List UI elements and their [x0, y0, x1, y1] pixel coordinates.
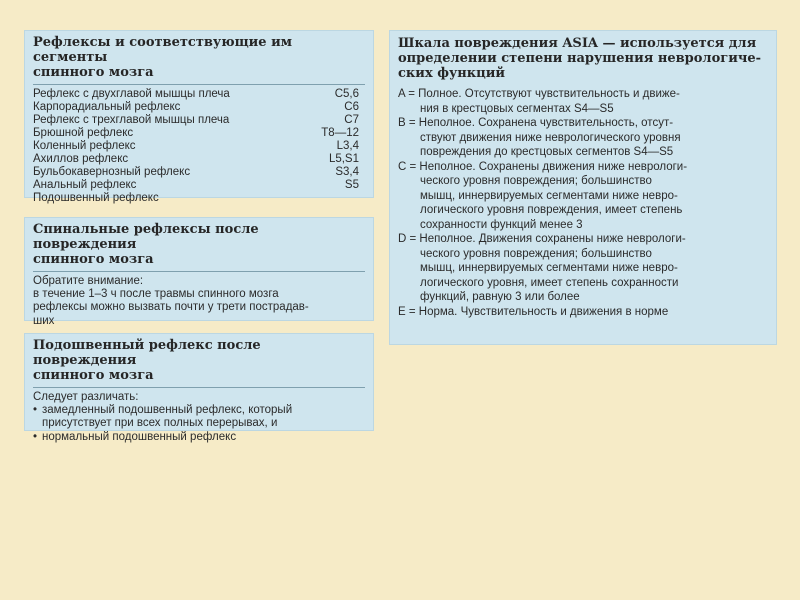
- plantar-reflex-panel: [24, 333, 374, 443]
- title-line: спинного мозга: [33, 368, 154, 383]
- title-line: Спинальные рефлексы после повреждения: [33, 222, 259, 252]
- reflex-segment: L5,S1: [328, 153, 359, 165]
- plantar-intro: Следует различать:: [33, 391, 139, 403]
- list-item-text: [42, 404, 292, 430]
- list-item: [33, 404, 365, 430]
- text-line: ческого уровня повреждения; большинство: [420, 247, 652, 260]
- table-row: [33, 88, 365, 101]
- reflex-name: Рефлекс с двухглавой мышцы плеча: [33, 88, 230, 100]
- spinal-reflexes-title: [33, 222, 365, 267]
- reflex-segment: C6: [344, 101, 359, 113]
- spinal-reflexes-panel: [24, 217, 374, 327]
- reflex-segment: C7: [344, 114, 359, 126]
- reflex-segment: S3,4: [335, 166, 359, 178]
- text-line: ствуют движения ниже неврологического уровня: [420, 131, 681, 144]
- table-row: [33, 166, 365, 179]
- reflex-segments-title: [33, 35, 365, 80]
- title-line: спинного мозга: [33, 65, 154, 80]
- asia-grade-d: [398, 232, 768, 305]
- divider: [33, 271, 365, 272]
- asia-grade-a: [398, 87, 768, 116]
- reflex-segment: L3,4: [336, 140, 359, 152]
- reflex-name: Ахиллов рефлекс: [33, 153, 129, 165]
- text-line: рефлексы можно вызвать почти у трети пострадав-: [33, 301, 309, 314]
- reflex-name: Анальный рефлекс: [33, 179, 137, 191]
- reflex-name: Карпорадиальный рефлекс: [33, 101, 181, 113]
- reflex-name: Брюшной рефлекс: [33, 127, 134, 139]
- title-line: спинного мозга: [33, 252, 154, 267]
- text-line: замедленный подошвенный рефлекс, который: [42, 404, 293, 417]
- reflex-segment: T8—12: [321, 127, 359, 139]
- reflex-name: Рефлекс с трехглавой мышцы плеча: [33, 114, 230, 126]
- list-item-text: [42, 431, 236, 444]
- reflex-name: Бульбокавернозный рефлекс: [33, 166, 191, 178]
- bullet-icon: •: [33, 430, 38, 443]
- reflex-name: Подошвенный рефлекс: [33, 192, 159, 204]
- text-line: E = Норма. Чувствительность и движения в норме: [398, 305, 669, 318]
- spinal-reflexes-note: [33, 275, 365, 328]
- asia-grade-e: [398, 305, 768, 320]
- table-row: [33, 192, 365, 205]
- text-line: C = Неполное. Сохранены движения ниже неврологи-: [398, 160, 688, 173]
- text-line: ших: [33, 314, 55, 327]
- reflex-segment: S5: [344, 179, 359, 191]
- reflex-segment: [359, 192, 365, 205]
- plantar-list: [33, 404, 365, 444]
- text-line: ческого уровня повреждения; большинство: [420, 175, 652, 187]
- reflex-name: Коленный рефлекс: [33, 140, 136, 152]
- asia-grade-c: [398, 160, 768, 233]
- table-row: [33, 114, 365, 127]
- table-row: [33, 153, 365, 166]
- table-row: [33, 127, 365, 140]
- bullet-icon: •: [33, 404, 38, 417]
- text-line: D = Неполное. Движения сохранены ниже неврологи-: [398, 233, 686, 245]
- text-line: функций, равную 3 или более: [420, 291, 580, 303]
- divider: [33, 84, 365, 85]
- text-line: B = Неполное. Сохранена чувствительность, отсут-: [398, 117, 674, 129]
- divider: [33, 387, 365, 388]
- text-line: ния в крестцовых сегментах S4—S5: [420, 102, 614, 115]
- text-line: мышц, иннервируемых сегментами ниже невро-: [420, 189, 678, 202]
- text-line: Обратите внимание:: [33, 275, 144, 287]
- plantar-reflex-title: [33, 338, 365, 383]
- title-line: Рефлексы и соответствующие им сегменты: [33, 35, 293, 65]
- text-line: мышц, иннервируемых сегментами ниже невро-: [420, 262, 678, 274]
- title-line: Подошвенный рефлекс после повреждения: [33, 338, 261, 368]
- reflex-segments-panel: [24, 30, 374, 204]
- table-row: [33, 179, 365, 192]
- table-row: [33, 101, 365, 114]
- table-row: [33, 140, 365, 153]
- text-line: A = Полное. Отсутствуют чувствительность и движе-: [398, 88, 680, 100]
- text-line: нормальный подошвенный рефлекс: [42, 430, 237, 443]
- title-line: Шкала повреждения ASIA — используется для: [398, 36, 757, 51]
- asia-grade-list: [398, 87, 768, 319]
- asia-scale-title: [398, 36, 768, 81]
- title-line: определении степени нарушения неврологиче-: [398, 51, 762, 66]
- text-line: присутствует при всех полных перерывах, и: [42, 417, 278, 430]
- title-line: ских функций: [398, 66, 506, 81]
- text-line: повреждения до крестцовых сегментов S4—S5: [420, 146, 674, 158]
- text-line: логического уровня повреждения, имеет степень: [420, 204, 683, 216]
- text-line: сохранности функций менее 3: [420, 218, 583, 231]
- list-item: [33, 431, 365, 444]
- text-line: логического уровня, имеет степень сохранности: [420, 276, 679, 289]
- asia-grade-b: [398, 116, 768, 160]
- reflex-table: [33, 88, 365, 205]
- asia-scale-panel: [389, 30, 777, 345]
- text-line: в течение 1–3 ч после травмы спинного мозга: [33, 288, 279, 301]
- reflex-segment: C5,6: [334, 88, 359, 100]
